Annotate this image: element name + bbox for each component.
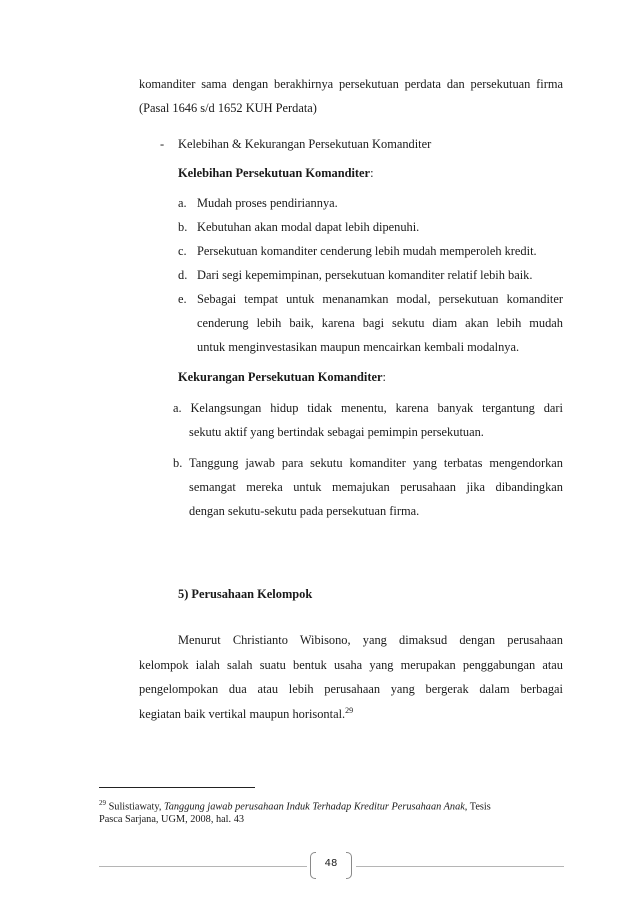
footnote-separator — [99, 787, 255, 788]
footnote-reference[interactable]: 29 — [345, 706, 354, 715]
list-item-continuation: semangat mereka untuk memajukan perusahaan jika dibandingkan — [189, 480, 563, 494]
list-marker: c. — [178, 244, 187, 258]
footnote — [99, 799, 491, 812]
list-marker: b. — [178, 220, 188, 234]
text-line: (Pasal 1646 s/d 1652 KUH Perdata) — [139, 101, 317, 115]
heading-colon: : — [382, 370, 386, 384]
text-line: komanditer sama dengan berakhirnya persekutuan perdata dan persekutuan firma — [139, 77, 563, 91]
paragraph-text: kegiatan baik vertikal maupun horisontal. — [139, 707, 346, 722]
heading-colon: : — [370, 166, 374, 180]
kelebihan-heading-text: Kelebihan Persekutuan Komanditer — [178, 166, 371, 180]
section-heading: 5) Perusahaan Kelompok — [178, 587, 313, 601]
subheading: Kelebihan & Kekurangan Persekutuan Komanditer — [178, 137, 432, 151]
page-number-bracket-right — [346, 852, 352, 879]
footnote-author: Sulistiawaty, — [106, 801, 164, 813]
list-text: Sebagai tempat untuk menanamkan modal, persekutuan komanditer — [197, 292, 563, 306]
list-item — [178, 244, 537, 259]
paragraph-line: pengelompokan dua atau lebih perusahaan yang bergerak dalam berbagai — [139, 682, 563, 696]
footer-rule-left — [99, 866, 307, 867]
footnote-line: Pasca Sarjana, UGM, 2008, hal. 43 — [99, 814, 244, 825]
footnote-after-title: , Tesis — [464, 801, 491, 813]
dash-bullet: - — [160, 137, 165, 151]
paragraph-line: kelompok ialah salah suatu bentuk usaha yang merupakan penggabungan atau — [139, 658, 563, 672]
list-item — [178, 220, 419, 235]
kelebihan-heading — [178, 166, 374, 181]
list-item-continuation: dengan sekutu-sekutu pada persekutuan firma. — [189, 504, 420, 518]
kekurangan-heading — [178, 370, 386, 385]
list-item-continuation: untuk menginvestasikan maupun mencairkan kembali modalnya. — [197, 340, 520, 354]
list-item — [178, 292, 563, 307]
footnote-title: Tanggung jawab perusahaan Induk Terhadap Kreditur Perusahaan Anak — [163, 801, 465, 813]
paragraph-line — [139, 706, 353, 722]
list-text: Persekutuan komanditer cenderung lebih mudah memperoleh kredit. — [197, 244, 537, 258]
footer-rule-right — [356, 866, 564, 867]
list-item: b. Tanggung jawab para sekutu komanditer yang terbatas mengendorkan — [173, 456, 563, 470]
list-item-continuation: sekutu aktif yang bertindak sebagai pemimpin persekutuan. — [189, 425, 484, 439]
paragraph-line: Menurut Christianto Wibisono, yang dimaksud dengan perusahaan — [178, 633, 563, 647]
footnote-number: 29 — [99, 799, 106, 807]
list-marker: a. — [178, 196, 187, 210]
list-marker: e. — [178, 292, 187, 306]
list-item — [178, 196, 338, 211]
page-number: 48 — [324, 858, 338, 869]
list-marker: d. — [178, 268, 188, 282]
kekurangan-heading-text: Kekurangan Persekutuan Komanditer — [178, 370, 383, 384]
list-text: Dari segi kepemimpinan, persekutuan komanditer relatif lebih baik. — [197, 268, 533, 282]
list-text: Kebutuhan akan modal dapat lebih dipenuhi. — [197, 220, 420, 234]
list-item — [178, 268, 532, 283]
list-item-continuation: cenderung lebih baik, karena bagi sekutu diam akan lebih mudah — [197, 316, 563, 330]
list-text: Mudah proses pendiriannya. — [197, 196, 338, 210]
list-item: a. Kelangsungan hidup tidak menentu, karena banyak tergantung dari — [173, 401, 563, 415]
